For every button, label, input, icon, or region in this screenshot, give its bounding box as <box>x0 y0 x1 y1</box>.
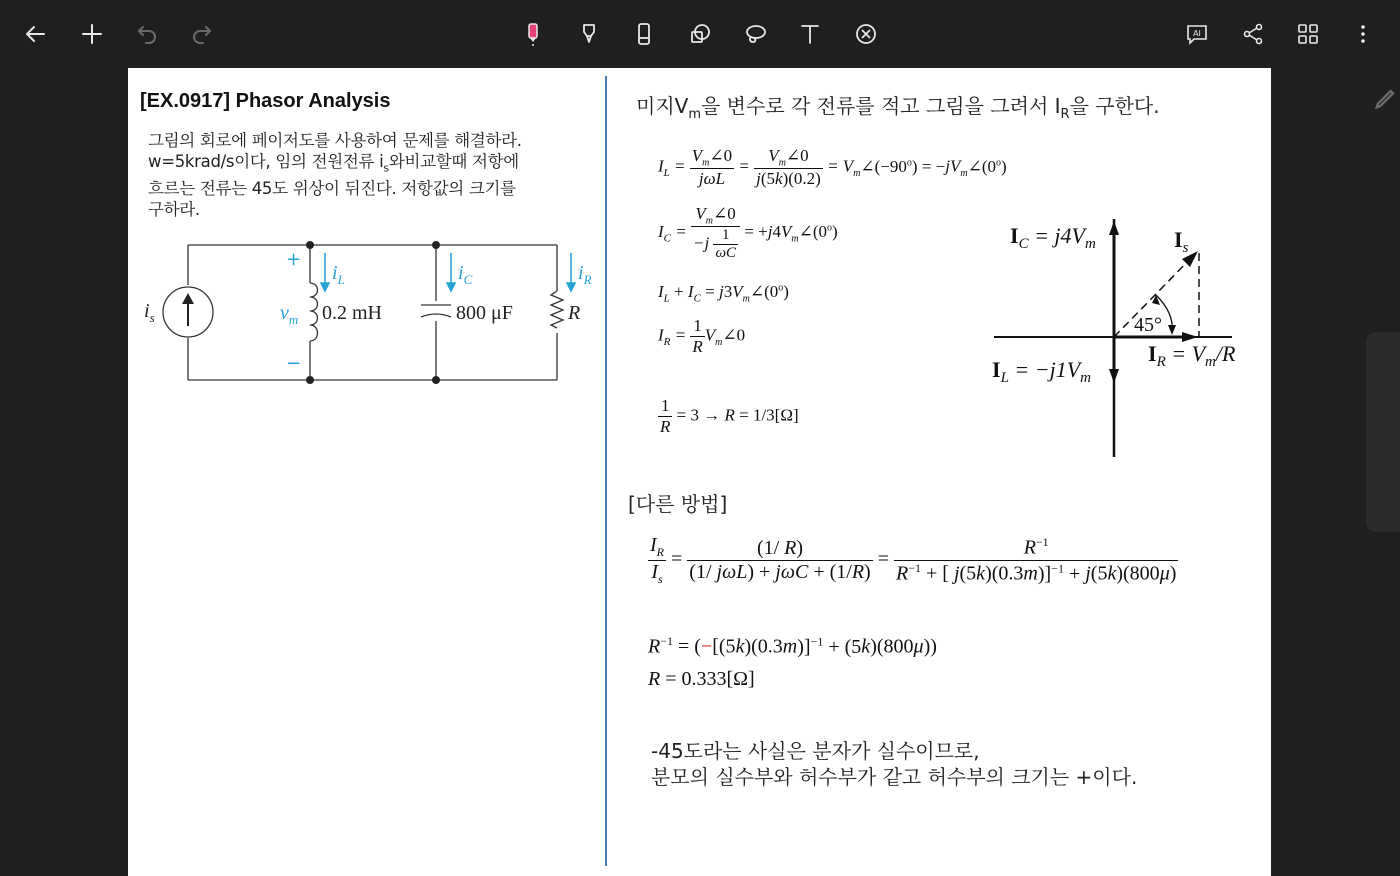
equation-ic: $I_C$ = $V_m\angle 0$ −j $\frac{1}{\omega C}$ = $+j4V_m\angle(0^o)$ <box>658 204 838 262</box>
equation-ir: $I_R$ = $\frac{1}{R}$ $V_m\angle 0$ <box>658 316 746 356</box>
ai-assist-icon[interactable] <box>1179 16 1215 52</box>
resistor-symbol <box>551 291 563 328</box>
intro-sub-r: R <box>1060 107 1070 122</box>
undo-icon[interactable] <box>129 16 165 52</box>
back-arrow-icon[interactable] <box>18 16 54 52</box>
equation-current-ratio: $\frac{I_R}{I_s}$ = $\frac{(1/ R)}{\text{(1/ jωL) + jωC + (1/R)}}$ = $\frac{R^{-1}}{R^{-1} + [ j(5k)(0.3m)]^{-1} + j(5k)(800\mu)}$ <box>650 534 1177 586</box>
ic-phasor-label: $I_C = j4V_m$ <box>1010 223 1096 252</box>
source-label: $i_s$ <box>144 300 155 325</box>
inductor-value: 0.2 mH <box>322 302 382 324</box>
column-divider <box>605 76 607 866</box>
capacitor-symbol <box>421 305 451 317</box>
eraser-icon[interactable] <box>626 16 662 52</box>
equation-r-value: R = 0.333[Ω] <box>648 668 755 690</box>
ic-label: $i_C$ <box>458 262 473 287</box>
plus-label: + <box>286 249 302 270</box>
pen-shortcut-icon[interactable] <box>1372 84 1400 112</box>
vm-label: $v_m$ <box>280 302 299 327</box>
equation-il-plus-ic: $I_L + I_C$ = $j3V_m\angle(0^o)$ <box>658 282 789 305</box>
equation-il: $I_L$ = $\frac{V_m\angle 0}{\text{jωL}}$ = $\frac{V_m\angle 0}{j(5k)(0.2)}$ = $V_m\angle(-90^o)$ = $-jV_m\angle(0^o)$ <box>658 146 1007 189</box>
note-line-2: 분모의 실수부와 허수부가 같고 허수부의 크기는 +이다. <box>651 765 1138 789</box>
intro-sub-m: m <box>688 107 701 122</box>
side-preview-panel[interactable] <box>1366 332 1400 532</box>
more-options-icon[interactable] <box>1345 16 1381 52</box>
share-icon[interactable] <box>1235 16 1271 52</box>
problem-line-2 <box>148 151 588 178</box>
problem-line-2b: 와비교할때 저항에 <box>388 152 519 171</box>
minus-label: − <box>286 353 302 374</box>
highlighter-pen-icon[interactable] <box>515 16 551 52</box>
intro-b: 을 변수로 각 전류를 적고 그림을 그려서 I <box>701 94 1061 118</box>
solution-intro <box>636 90 1160 122</box>
grid-view-icon[interactable] <box>1290 16 1326 52</box>
ir-label: $i_R$ <box>578 262 592 287</box>
note-page[interactable] <box>128 68 1271 876</box>
circuit-diagram <box>140 233 600 393</box>
pen-icon[interactable] <box>571 16 607 52</box>
alternative-method-title: [다른 방법] <box>628 492 728 516</box>
note-line-1: -45도라는 사실은 분자가 실수이므로, <box>651 739 980 763</box>
clear-icon[interactable] <box>848 16 884 52</box>
problem-title: [EX.0917] Phasor Analysis <box>140 90 391 112</box>
equation-r-inverse: $R^{-1} = (-[(5k)(0.3m)]^{-1} + (5k)(800\mu))$ <box>648 634 937 658</box>
angle-label: 45° <box>1134 314 1162 336</box>
ai-label: AI <box>1193 29 1201 38</box>
problem-line-1: 그림의 회로에 페이저도를 사용하여 문제를 해결하라. <box>148 131 522 150</box>
closing-note <box>651 738 1137 790</box>
phasor-diagram <box>988 213 1258 463</box>
inductor-symbol <box>310 283 318 341</box>
intro-a: 미지V <box>636 94 689 118</box>
ir-phasor-label: $I_R = V_m/R$ <box>1148 341 1236 370</box>
intro-c: 을 구한다. <box>1069 94 1160 118</box>
redo-icon[interactable] <box>184 16 220 52</box>
add-icon[interactable] <box>74 16 110 52</box>
problem-line-2a: w=5krad/s이다, 임의 전원전류 i <box>148 152 384 171</box>
il-phasor-label: $I_L = -j1V_m$ <box>992 357 1091 386</box>
lasso-icon[interactable] <box>737 16 773 52</box>
problem-text <box>148 130 588 220</box>
problem-line-3: 흐르는 전류는 45도 위상이 뒤진다. 저항값의 크기를 <box>148 179 516 199</box>
is-phasor-label: $I_s$ <box>1174 227 1189 256</box>
problem-line-2-sub: s <box>383 161 389 175</box>
problem-line-4: 구하라. <box>148 200 200 220</box>
capacitor-value: 800 μF <box>456 302 513 324</box>
shapes-icon[interactable] <box>682 16 718 52</box>
text-icon[interactable] <box>792 16 828 52</box>
il-label: $i_L$ <box>332 262 345 287</box>
top-toolbar <box>0 0 1400 68</box>
resistor-label: R <box>568 302 581 324</box>
equation-r-result: $\frac{1}{R}$ = 3 → R = 1/3[Ω] <box>660 396 799 436</box>
